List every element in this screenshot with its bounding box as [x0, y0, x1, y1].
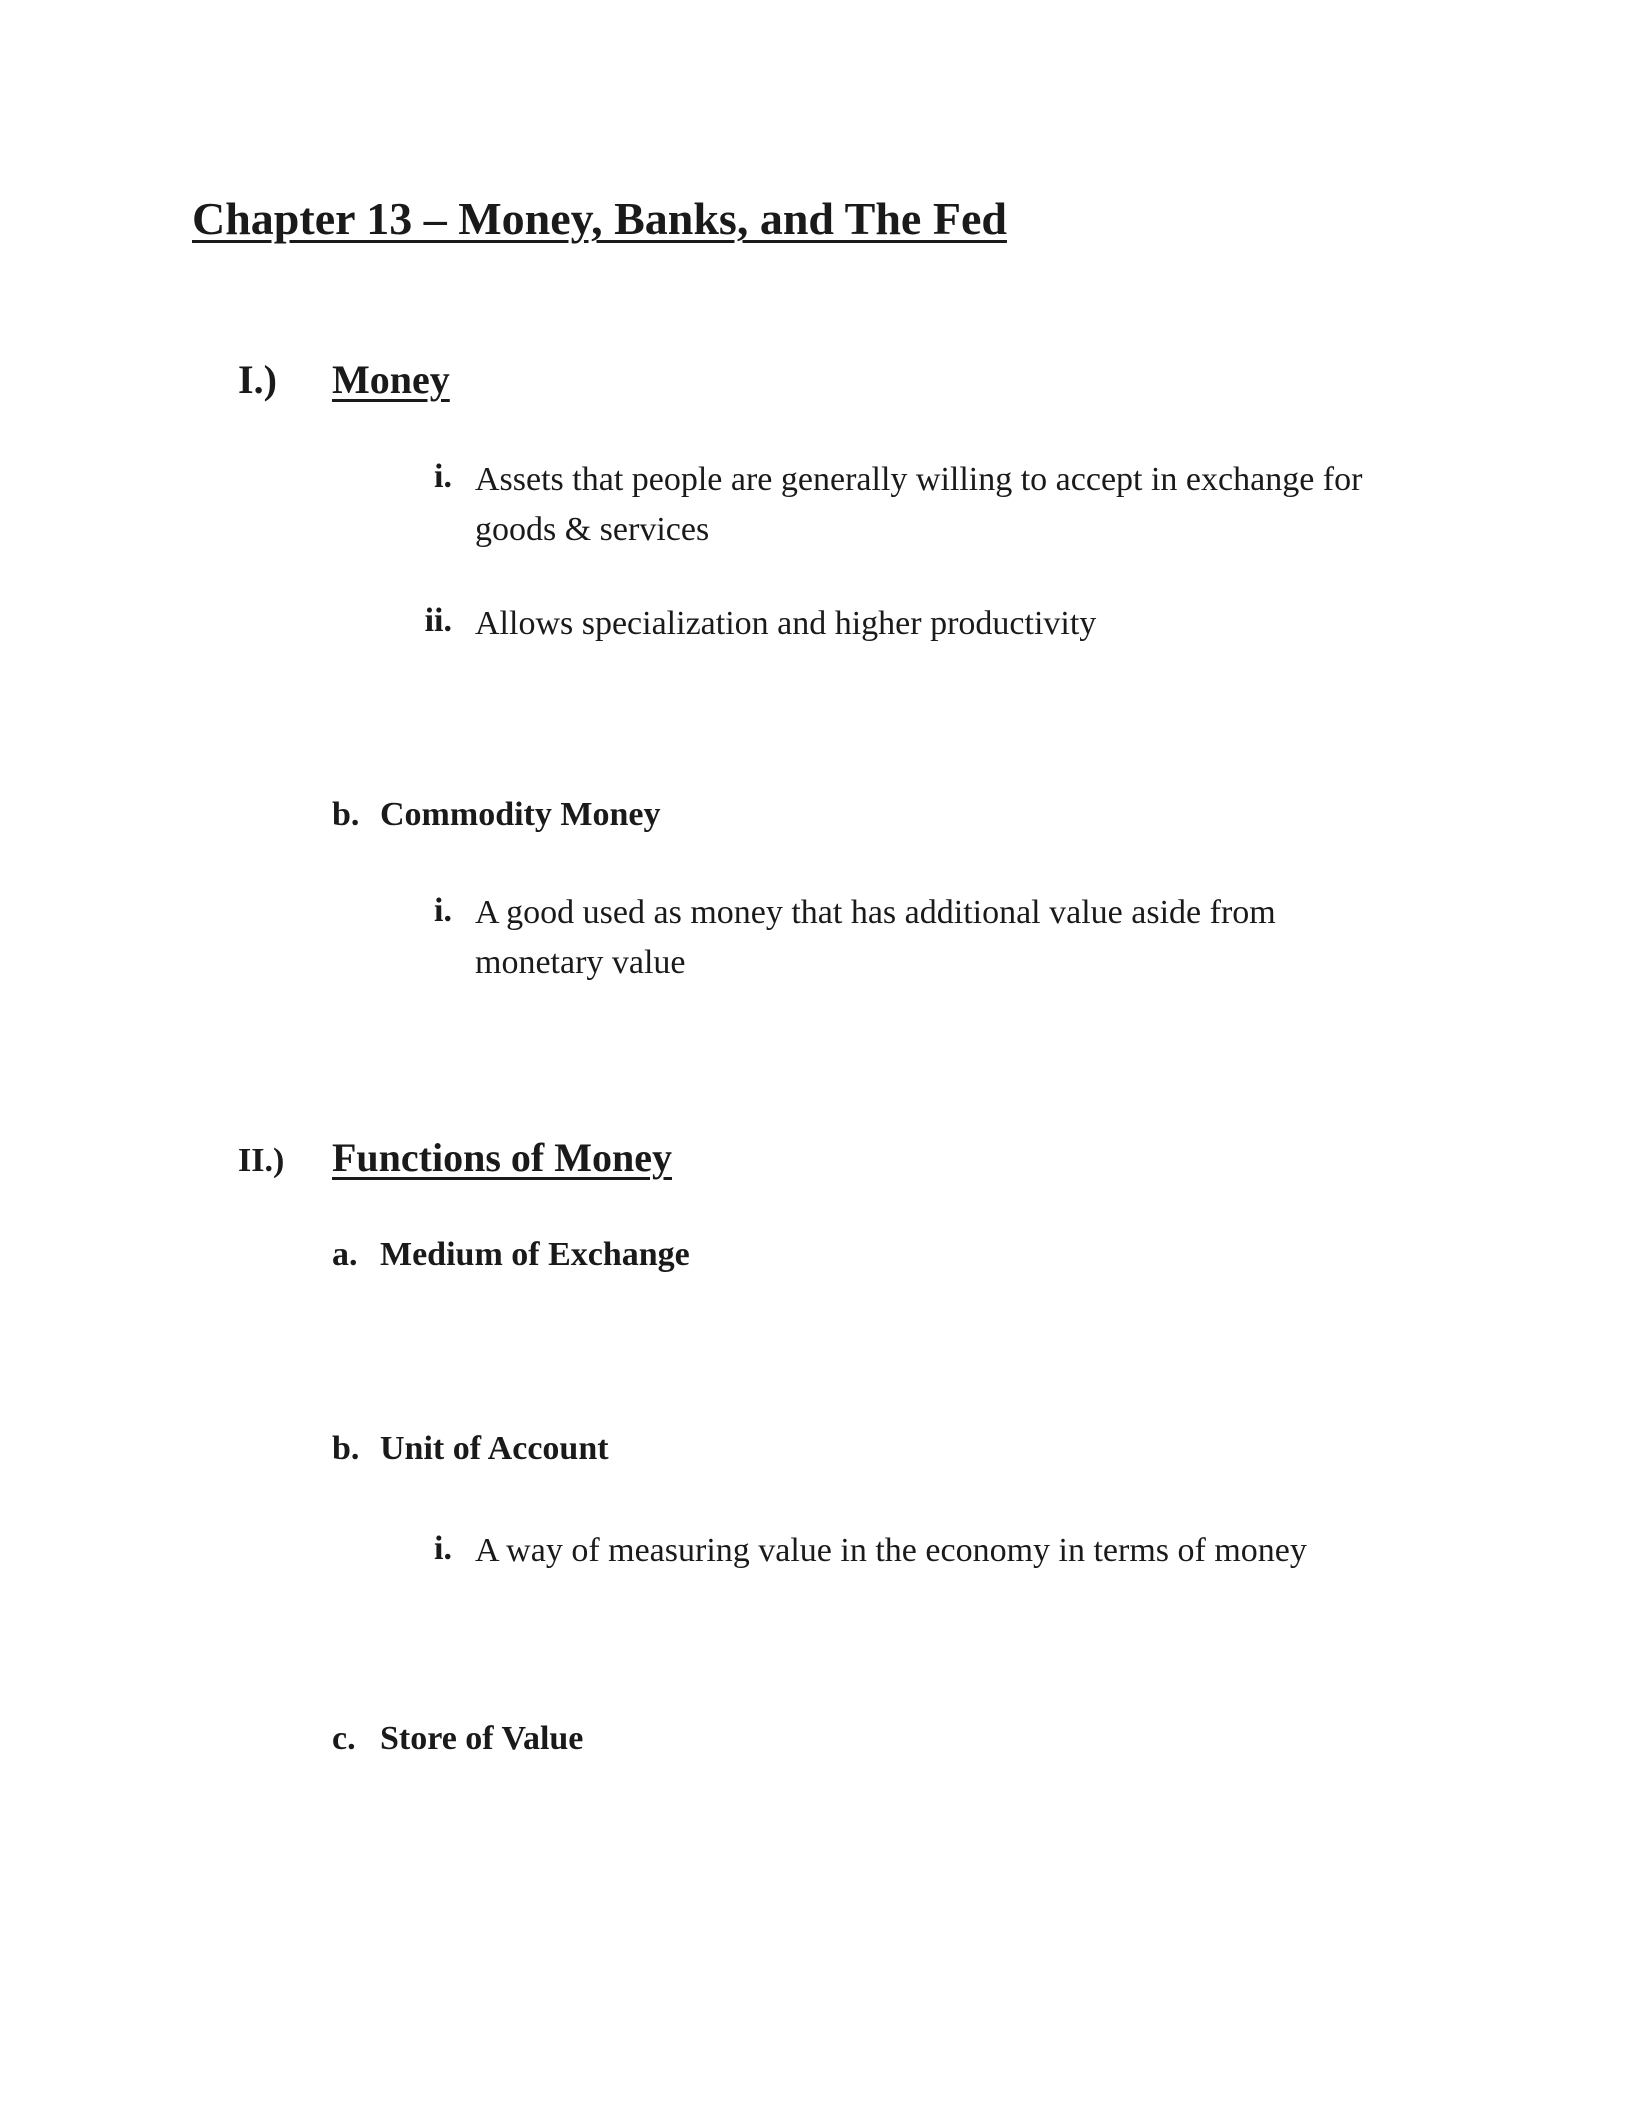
subsection-heading-unit-of-account: Unit of Account: [380, 1430, 609, 1467]
section-heading-money: Money: [332, 357, 450, 402]
section-number: II.): [238, 1142, 285, 1179]
subsection-marker: b.: [332, 796, 360, 833]
item-marker: i.: [434, 458, 452, 495]
item-marker: i.: [434, 892, 452, 929]
page-title: Chapter 13 – Money, Banks, and The Fed: [192, 193, 1007, 244]
item-text-unit-of-account-definition: A way of measuring value in the economy in terms of money: [475, 1532, 1307, 1569]
item-text-specialization: Allows specialization and higher productivity: [475, 605, 1097, 642]
subsection-marker: c.: [332, 1720, 356, 1757]
item-text-money-definition: Assets that people are generally willing to accept in exchange for goods & services: [475, 461, 1363, 548]
subsection-heading-medium-of-exchange: Medium of Exchange: [380, 1236, 690, 1273]
section-number: I.): [238, 357, 277, 402]
section-heading-functions-of-money: Functions of Money: [332, 1135, 672, 1180]
subsection-heading-store-of-value: Store of Value: [380, 1720, 584, 1757]
item-text-commodity-money-definition: A good used as money that has additional value aside from monetary value: [475, 894, 1276, 981]
subsection-marker: b.: [332, 1430, 360, 1467]
subsection-marker: a.: [332, 1236, 358, 1273]
subsection-heading-commodity-money: Commodity Money: [380, 796, 661, 833]
item-marker: ii.: [424, 602, 452, 639]
item-marker: i.: [434, 1530, 452, 1567]
